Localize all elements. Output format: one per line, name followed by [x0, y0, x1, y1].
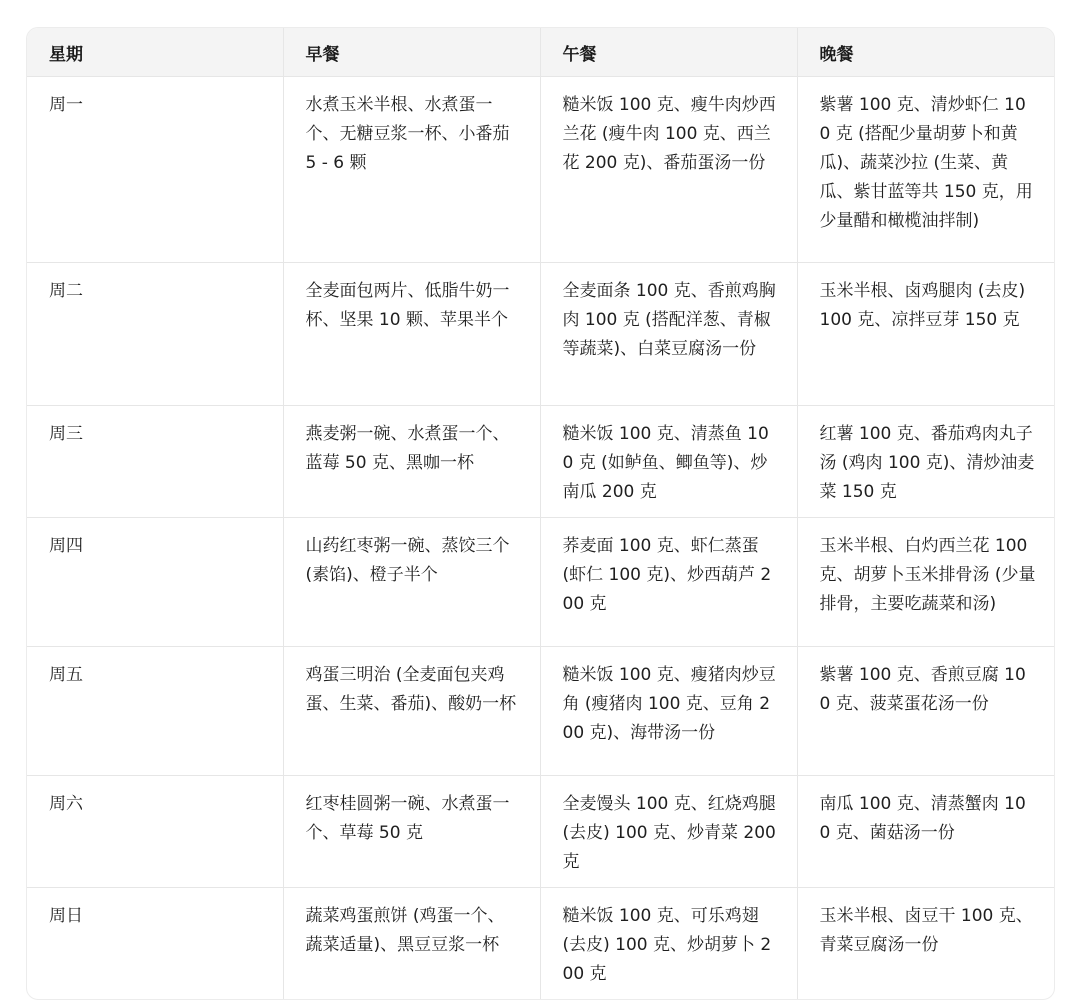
table-header: [27, 28, 1054, 77]
header-lunch: 午餐: [540, 28, 797, 77]
table-row: [27, 888, 1054, 1000]
meal-plan-table-container: [26, 27, 1055, 1000]
cell-breakfast: 红枣桂圆粥一碗、水煮蛋一个、草莓 50 克: [283, 776, 540, 888]
table-row: [27, 518, 1054, 647]
table-row: [27, 776, 1054, 888]
cell-weekday: 周六: [27, 776, 283, 888]
meal-plan-table: [27, 28, 1054, 999]
cell-weekday: 周四: [27, 518, 283, 647]
cell-breakfast: 燕麦粥一碗、水煮蛋一个、蓝莓 50 克、黑咖一杯: [283, 406, 540, 518]
cell-breakfast: 水煮玉米半根、水煮蛋一个、无糖豆浆一杯、小番茄 5 - 6 颗: [283, 77, 540, 263]
header-weekday: 星期: [27, 28, 283, 77]
cell-dinner: 红薯 100 克、番茄鸡肉丸子汤 (鸡肉 100 克)、清炒油麦菜 150 克: [797, 406, 1054, 518]
cell-dinner: 玉米半根、卤豆干 100 克、青菜豆腐汤一份: [797, 888, 1054, 1000]
header-row: [27, 28, 1054, 77]
cell-breakfast: 山药红枣粥一碗、蒸饺三个 (素馅)、橙子半个: [283, 518, 540, 647]
cell-dinner: 玉米半根、卤鸡腿肉 (去皮) 100 克、凉拌豆芽 150 克: [797, 263, 1054, 406]
cell-lunch: 全麦馒头 100 克、红烧鸡腿 (去皮) 100 克、炒青菜 200 克: [540, 776, 797, 888]
cell-breakfast: 鸡蛋三明治 (全麦面包夹鸡蛋、生菜、番茄)、酸奶一杯: [283, 647, 540, 776]
cell-dinner: 紫薯 100 克、清炒虾仁 100 克 (搭配少量胡萝卜和黄瓜)、蔬菜沙拉 (生菜、黄瓜、紫甘蓝等共 150 克，用少量醋和橄榄油拌制): [797, 77, 1054, 263]
cell-weekday: 周一: [27, 77, 283, 263]
cell-dinner: 玉米半根、白灼西兰花 100 克、胡萝卜玉米排骨汤 (少量排骨，主要吃蔬菜和汤): [797, 518, 1054, 647]
header-breakfast: 早餐: [283, 28, 540, 77]
cell-dinner: 紫薯 100 克、香煎豆腐 100 克、菠菜蛋花汤一份: [797, 647, 1054, 776]
header-dinner: 晚餐: [797, 28, 1054, 77]
cell-weekday: 周三: [27, 406, 283, 518]
cell-lunch: 全麦面条 100 克、香煎鸡胸肉 100 克 (搭配洋葱、青椒等蔬菜)、白菜豆腐汤一份: [540, 263, 797, 406]
table-row: [27, 647, 1054, 776]
cell-lunch: 糙米饭 100 克、瘦猪肉炒豆角 (瘦猪肉 100 克、豆角 200 克)、海带汤一份: [540, 647, 797, 776]
table-row: [27, 406, 1054, 518]
table-row: [27, 263, 1054, 406]
table-row: [27, 77, 1054, 263]
cell-lunch: 糙米饭 100 克、清蒸鱼 100 克 (如鲈鱼、鲫鱼等)、炒南瓜 200 克: [540, 406, 797, 518]
cell-lunch: 糙米饭 100 克、瘦牛肉炒西兰花 (瘦牛肉 100 克、西兰花 200 克)、番茄蛋汤一份: [540, 77, 797, 263]
cell-dinner: 南瓜 100 克、清蒸蟹肉 100 克、菌菇汤一份: [797, 776, 1054, 888]
cell-weekday: 周二: [27, 263, 283, 406]
cell-lunch: 糙米饭 100 克、可乐鸡翅 (去皮) 100 克、炒胡萝卜 200 克: [540, 888, 797, 1000]
cell-breakfast: 蔬菜鸡蛋煎饼 (鸡蛋一个、蔬菜适量)、黑豆豆浆一杯: [283, 888, 540, 1000]
cell-lunch: 荞麦面 100 克、虾仁蒸蛋 (虾仁 100 克)、炒西葫芦 200 克: [540, 518, 797, 647]
cell-weekday: 周日: [49, 906, 83, 926]
cell-breakfast: 全麦面包两片、低脂牛奶一杯、坚果 10 颗、苹果半个: [283, 263, 540, 406]
table-body: [27, 77, 1054, 1000]
cell-weekday: 周五: [27, 647, 283, 776]
